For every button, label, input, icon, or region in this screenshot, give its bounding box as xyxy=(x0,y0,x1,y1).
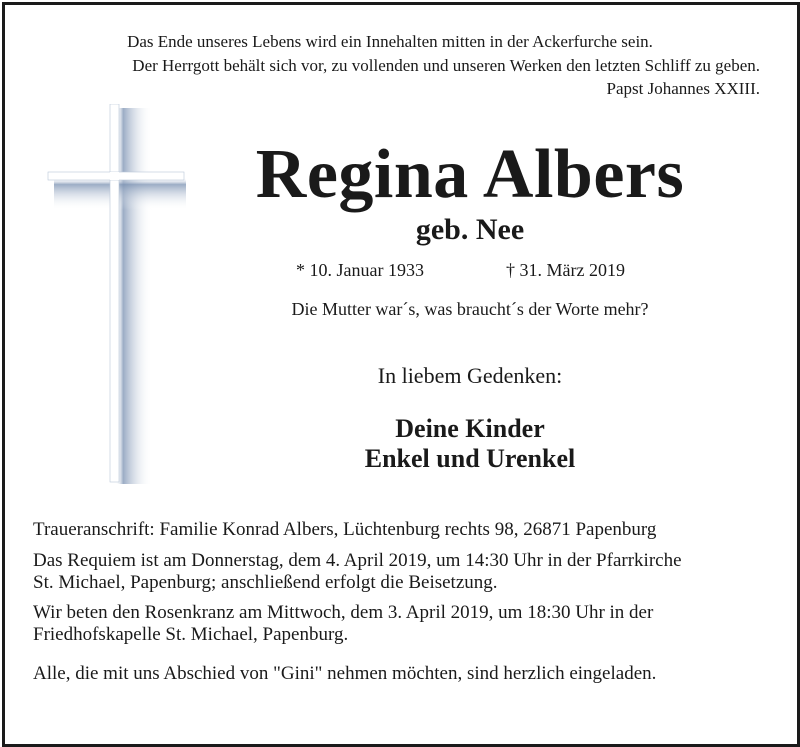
rosary-line-2: Friedhofskapelle St. Michael, Papenburg. xyxy=(33,624,349,645)
requiem-line-2: St. Michael, Papenburg; anschließend erfolgt die Beisetzung. xyxy=(33,572,498,593)
mourning-address: Traueranschrift: Familie Konrad Albers, Lüchtenburg rechts 98, 26871 Papenburg xyxy=(33,519,657,540)
birth-date: * 10. Januar 1933 xyxy=(296,260,424,280)
requiem-info xyxy=(33,550,773,594)
quote-block xyxy=(20,30,760,101)
requiem-line-1: Das Requiem ist am Donnerstag, dem 4. April 2019, um 14:30 Uhr in der Pfarrkirche xyxy=(33,550,682,571)
deceased-name: Regina Albers xyxy=(255,136,685,213)
quote-line-1: Das Ende unseres Lebens wird ein Innehalten mitten in der Ackerfurche sein. xyxy=(127,32,653,51)
mourners-line-2: Enkel und Urenkel xyxy=(364,444,576,473)
cross-icon xyxy=(46,104,186,484)
mourners-line-1: Deine Kinder xyxy=(395,414,545,443)
motto: Die Mutter war´s, was braucht´s der Worte mehr? xyxy=(291,299,649,319)
invitation: Alle, die mit uns Abschied von "Gini" nehmen möchten, sind herzlich eingeladen. xyxy=(33,663,657,684)
quote-author: Papst Johannes XXIII. xyxy=(606,79,760,98)
quote-line-2: Der Herrgott behält sich vor, zu vollenden und unseren Werken den letzten Schliff zu geben. xyxy=(132,55,760,75)
birth-name: geb. Nee xyxy=(415,213,525,246)
death-date: † 31. März 2019 xyxy=(506,260,625,280)
rosary-line-1: Wir beten den Rosenkranz am Mittwoch, dem 3. April 2019, um 18:30 Uhr in der xyxy=(33,602,654,623)
remembrance-heading: In liebem Gedenken: xyxy=(377,363,563,388)
mourners xyxy=(200,414,740,474)
rosary-info xyxy=(33,602,773,646)
